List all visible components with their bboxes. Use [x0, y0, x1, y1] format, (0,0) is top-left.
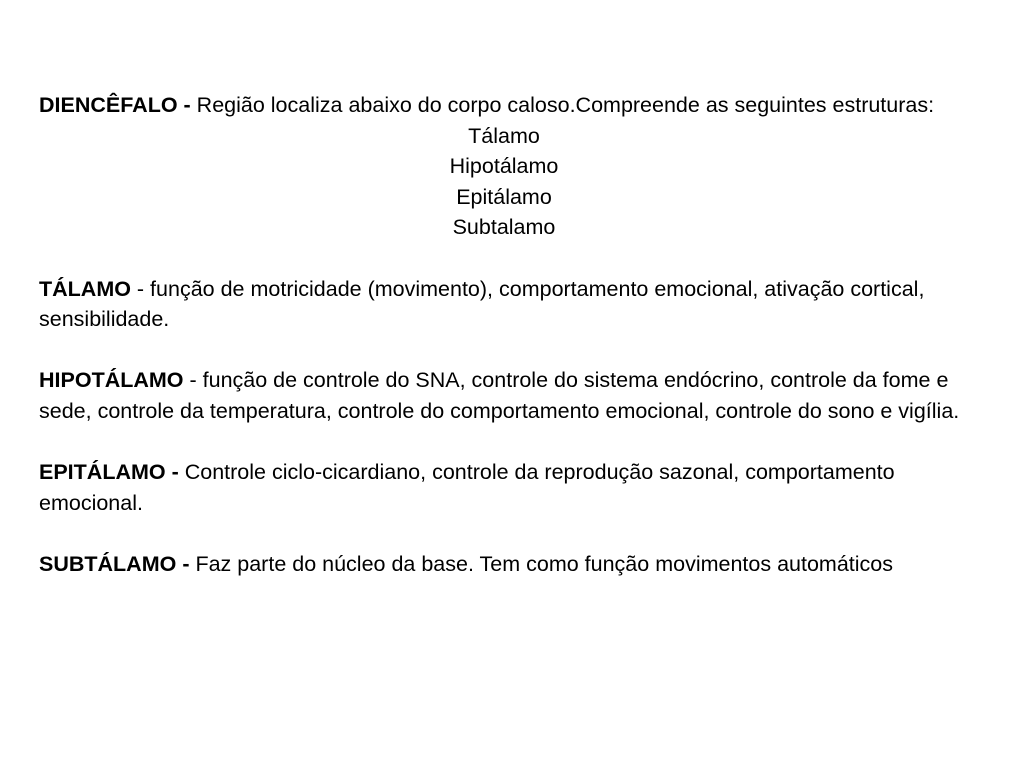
epitalamo-description: Controle ciclo-cicardiano, controle da reprodução sazonal, comportamento emocional.: [39, 460, 895, 515]
epitalamo-definition: [39, 457, 969, 518]
structure-item-subtalamo: Subtalamo: [452, 215, 556, 240]
talamo-term: TÁLAMO: [39, 276, 131, 301]
subtalamo-definition: [39, 549, 969, 580]
talamo-description: - função de motricidade (movimento), comportamento emocional, ativação cortical, sensibilidade.: [39, 276, 925, 332]
diencephalon-intro: [39, 90, 969, 121]
subtalamo-description: Faz parte do núcleo da base. Tem como função movimentos automáticos: [189, 551, 893, 576]
structure-item-epitalamo: Epitálamo: [456, 184, 552, 209]
diencephalon-term: DIENCÊFALO -: [39, 93, 191, 117]
hipotalamo-term: HIPOTÁLAMO: [39, 368, 184, 393]
diencephalon-description: Região localiza abaixo do corpo caloso.Compreende as seguintes estruturas:: [190, 93, 935, 117]
epitalamo-term: EPITÁLAMO -: [39, 460, 179, 485]
hipotalamo-definition: [39, 365, 969, 426]
subtalamo-term: SUBTÁLAMO -: [39, 551, 190, 576]
structure-list: [39, 121, 969, 243]
slide-content: [39, 90, 969, 580]
structure-item-hipotalamo: Hipotálamo: [449, 154, 559, 179]
talamo-definition: [39, 274, 969, 335]
hipotalamo-description: - função de controle do SNA, controle do sistema endócrino, controle da fome e sede, controle da temperatura, controle do comportamento emocional, controle do sono e vigília.: [39, 368, 960, 423]
structure-item-talamo: Tálamo: [468, 123, 540, 148]
